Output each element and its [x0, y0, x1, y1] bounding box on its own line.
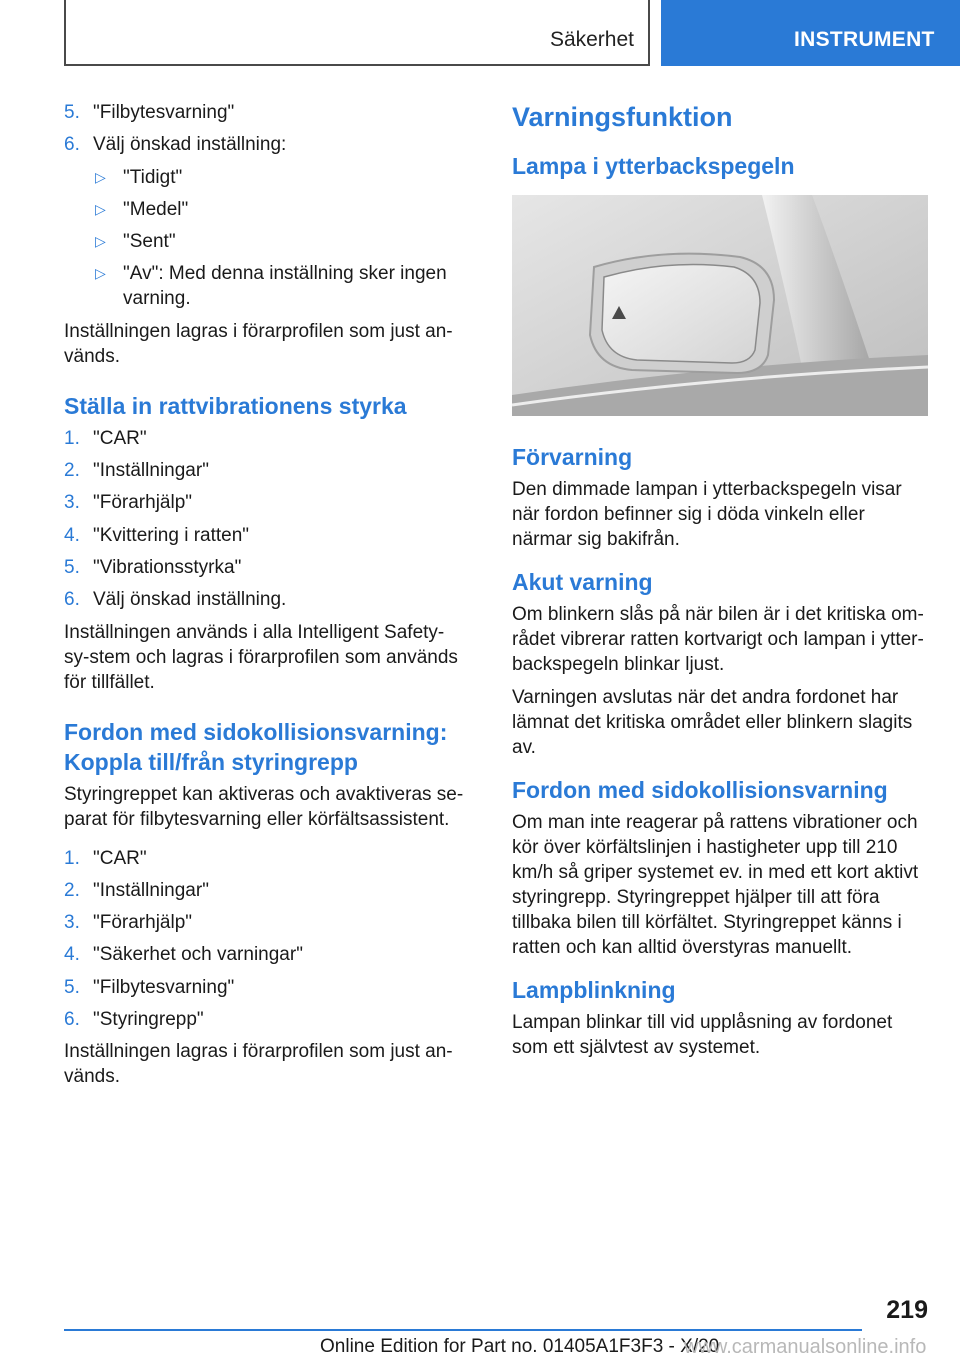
- list-item: 5. "Filbytesvarning": [64, 102, 235, 123]
- page-title: Varningsfunktion: [512, 102, 733, 132]
- paragraph: Inställningen lagras i förarprofilen som just an-vänds.: [64, 320, 453, 367]
- section-label: Säkerhet: [549, 28, 634, 51]
- section-heading: Fordon med sidokollisionsvarning: Koppla till/från styringrepp: [64, 718, 448, 775]
- paragraph: Inställningen används i alla Intelligent Safety-sy-stem och lagras i förarprofilen som används för tillfället.: [64, 621, 458, 693]
- list-item: 1. "CAR": [64, 847, 147, 869]
- list-item: 4. "Kvittering i ratten": [64, 524, 250, 546]
- list-item: 5. "Filbytesvarning": [64, 976, 235, 998]
- steps-list-1: [64, 100, 468, 157]
- list-item: 2. "Inställningar": [64, 879, 209, 901]
- section-heading: Fordon med sidokollisionsvarning: [512, 777, 888, 803]
- options-list: [93, 165, 468, 312]
- watermark: www.carmanualsonline.info: [684, 1336, 927, 1358]
- section-heading: Ställa in rattvibrationens styrka: [64, 392, 407, 419]
- edition-note: Online Edition for Part no. 01405A1F3F3 - X/20: [320, 1336, 720, 1357]
- list-item: 6. "Styringrepp": [64, 1009, 204, 1031]
- paragraph: Om man inte reagerar på rattens vibrationer och kör över körfältslinjen i hastigheter upp till 210 km/h så griper systemet ev. in med ett kort aktivt styringrepp. Styringreppet hjälper till att föra tillbaka bilen till körfältet. Styringreppet känns i ratten och kan alltid överstyras manuellt.: [512, 812, 919, 958]
- mirror-illustration: [512, 195, 928, 416]
- list-item: ▷ "Tidigt": [95, 166, 183, 188]
- triangle-bullet-icon: ▷: [95, 233, 106, 250]
- list-item: 6. Välj önskad inställning:: [64, 134, 287, 156]
- chapter-label: INSTRUMENT: [794, 28, 935, 51]
- chapter-tab: [661, 0, 960, 66]
- section-heading: Lampa i ytterbackspegeln: [512, 153, 795, 179]
- triangle-bullet-icon: ▷: [95, 200, 106, 217]
- paragraph: Lampan blinkar till vid upplåsning av fordonet som ett självtest av systemet.: [512, 1012, 893, 1058]
- paragraph: Styringreppet kan aktiveras och avaktiveras se-parat för filbytesvarning eller körfältsassistent.: [64, 783, 464, 830]
- list-item: 2. "Inställningar": [64, 460, 209, 482]
- paragraph: Den dimmade lampan i ytterbackspegeln visar när fordon befinner sig i döda vinkeln eller närmar sig bakifrån.: [512, 479, 902, 550]
- list-item: ▷ "Medel": [95, 198, 189, 220]
- right-column: [512, 100, 930, 1068]
- list-item: 3. "Förarhjälp": [64, 912, 193, 934]
- list-item: ▷ "Av": Med denna inställning sker ingen varning.: [95, 263, 447, 310]
- steps-list-2: [64, 426, 468, 612]
- footer-divider: [64, 1329, 862, 1331]
- section-tab: [64, 0, 650, 66]
- paragraph: Varningen avslutas när det andra fordonet har lämnat det kritiska området eller blinkern slagits av.: [512, 687, 913, 758]
- section-heading: Lampblinkning: [512, 977, 676, 1003]
- section-heading: Akut varning: [512, 569, 653, 595]
- steps-list-3: [64, 846, 468, 1032]
- list-item: ▷ "Sent": [95, 231, 176, 253]
- list-item: 4. "Säkerhet och varningar": [64, 944, 303, 966]
- left-column: [64, 100, 468, 1097]
- section-heading: Förvarning: [512, 444, 633, 470]
- paragraph: Inställningen lagras i förarprofilen som just an-vänds.: [64, 1041, 453, 1088]
- page-header: [0, 0, 960, 66]
- triangle-bullet-icon: ▷: [95, 265, 106, 282]
- list-item: 1. "CAR": [64, 427, 147, 449]
- list-item: 6. Välj önskad inställning.: [64, 589, 287, 611]
- list-item: 3. "Förarhjälp": [64, 492, 193, 514]
- list-item: 5. "Vibrationsstyrka": [64, 556, 242, 578]
- page-number: 219: [886, 1296, 928, 1324]
- triangle-bullet-icon: ▷: [95, 168, 106, 185]
- paragraph: Om blinkern slås på när bilen är i det kritiska om-rådet vibrerar ratten kortvarigt och lampan i ytter-backspegeln blinkar ljust.: [512, 604, 924, 675]
